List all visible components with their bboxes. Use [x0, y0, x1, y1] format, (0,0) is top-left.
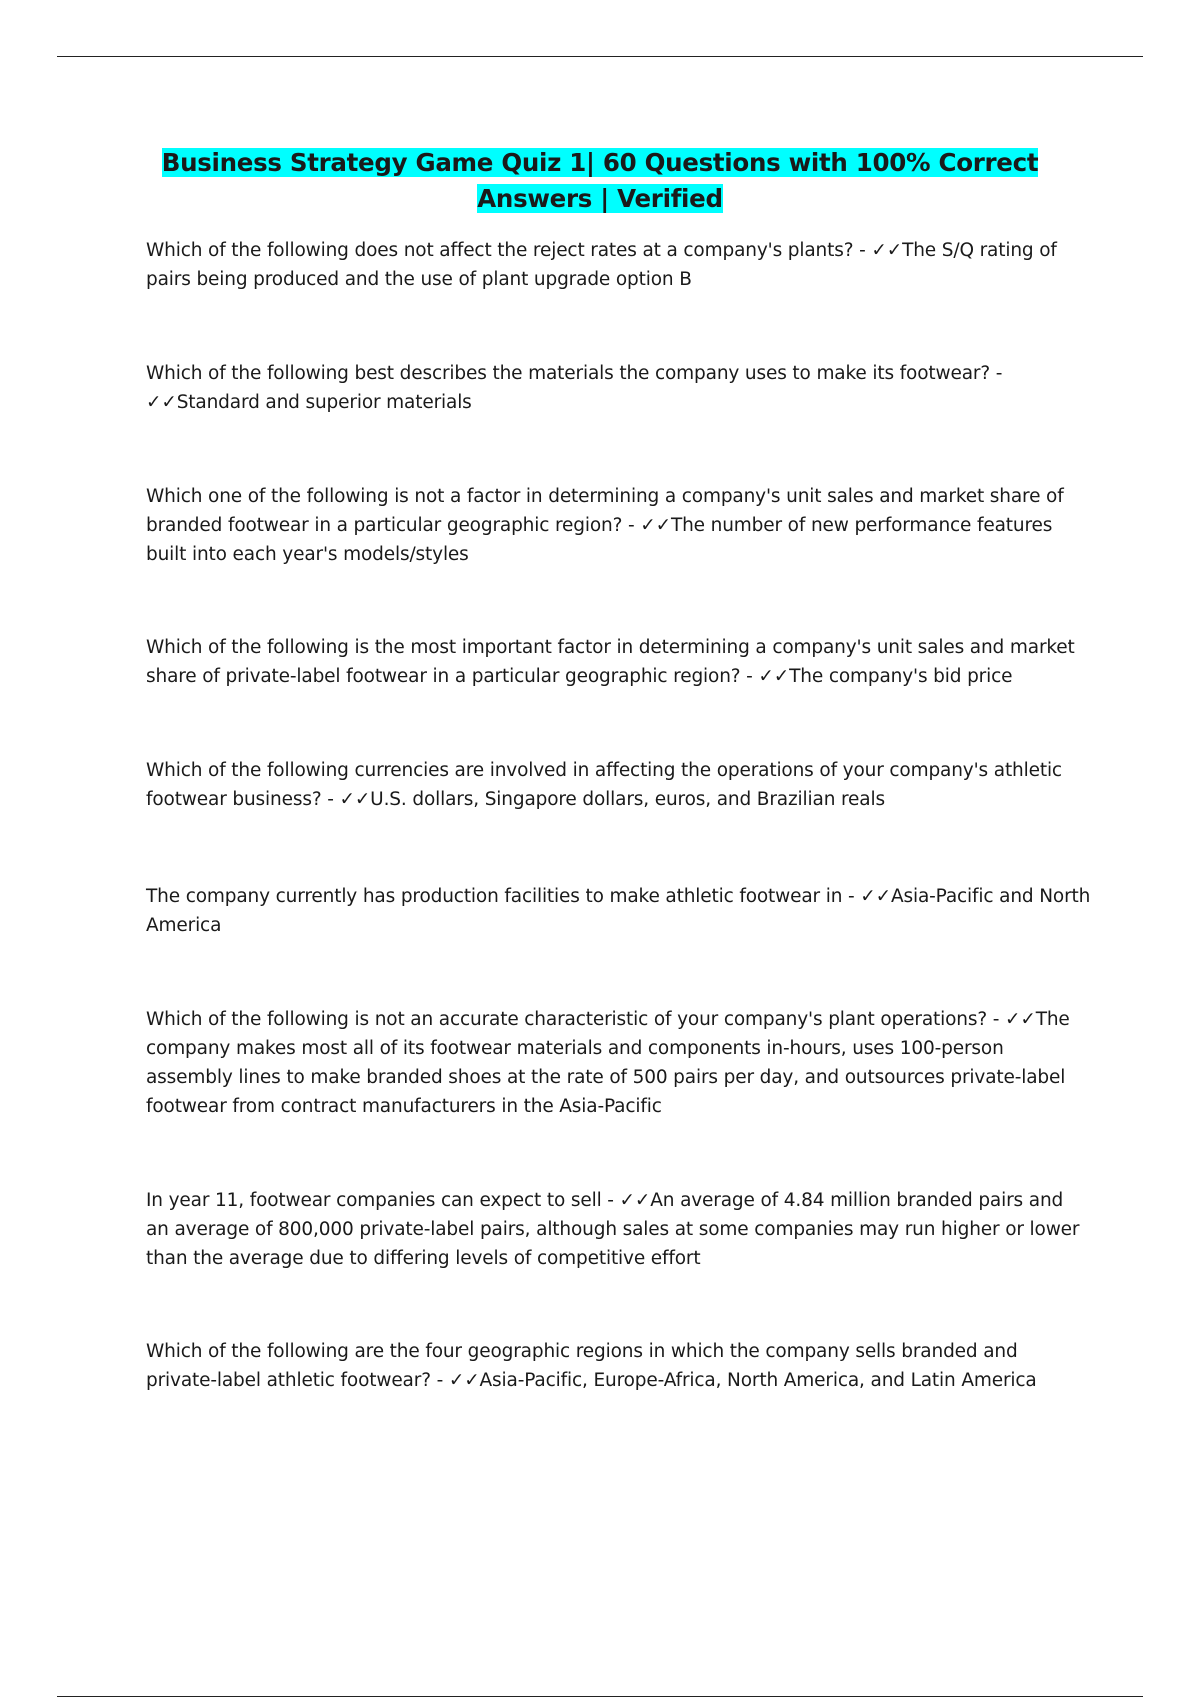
footer-rule — [57, 1696, 1143, 1697]
qa-item-6: The company currently has production facilities to make athletic footwear in - ✓✓Asia-Pacific and North America — [146, 886, 1091, 936]
qa-item-4: Which of the following is the most important factor in determining a company's unit sales and market share of private-label footwear in a particular geographic region? - ✓✓The company's bid price — [146, 637, 1075, 687]
document-title: Business Strategy Game Quiz 1| 60 Questions with 100% Correct Answers | Verified — [161, 148, 1039, 213]
qa-item-8: In year 11, footwear companies can expect to sell - ✓✓An average of 4.84 million branded pairs and an average of 800,000 private-label pairs, although sales at some companies may run higher or lower than the average due to differing levels of competitive effort — [146, 1190, 1080, 1269]
qa-item-1: Which of the following does not affect the reject rates at a company's plants? - ✓✓The S/Q rating of pairs being produced and the use of plant upgrade option B — [146, 240, 1057, 290]
qa-item-5: Which of the following currencies are involved in affecting the operations of your company's athletic footwear business? - ✓✓U.S. dollars, Singapore dollars, euros, and Brazilian reals — [146, 760, 1062, 810]
qa-item-3: Which one of the following is not a factor in determining a company's unit sales and market share of branded footwear in a particular geographic region? - ✓✓The number of new performance features built into each year's models/styles — [146, 486, 1064, 565]
title-block — [0, 145, 1200, 217]
header-rule — [57, 56, 1143, 57]
qa-item-2: Which of the following best describes the materials the company uses to make its footwear? - ✓✓Standard and superior materials — [146, 363, 1003, 413]
qa-item-9: Which of the following are the four geographic regions in which the company sells branded and private-label athletic footwear? - ✓✓Asia-Pacific, Europe-Africa, North America, and Latin America — [146, 1341, 1037, 1391]
qa-item-7: Which of the following is not an accurate characteristic of your company's plant operations? - ✓✓The company makes most all of its footwear materials and components in-hours, uses 100-person assembly lines to make branded shoes at the rate of 500 pairs per day, and outsources private-label footwear from contract manufacturers in the Asia-Pacific — [146, 1009, 1070, 1117]
